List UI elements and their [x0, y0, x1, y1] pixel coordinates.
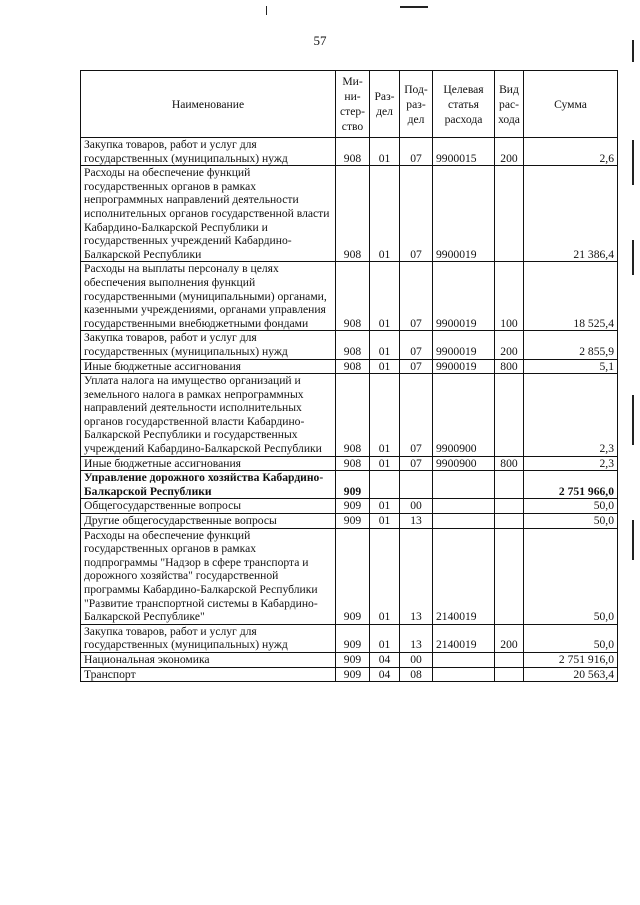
cell-section: 01 [370, 499, 400, 514]
cell-ministry: 909 [336, 514, 370, 529]
cell-ministry: 909 [336, 624, 370, 652]
scan-mark-right-4 [632, 395, 634, 445]
cell-ministry: 909 [336, 471, 370, 499]
cell-target: 2140019 [433, 528, 495, 624]
table-row [81, 359, 618, 374]
cell-ministry: 908 [336, 456, 370, 471]
cell-name: Расходы на обеспечение функций государственных органов в рамках непрограммных направлений деятельности исполнительных органов государственной власти Кабардино-Балкарской Республики и государственных учреждений Кабардино-Балкарской Республики [81, 166, 336, 262]
cell-name: Расходы на выплаты персоналу в целях обеспечения выполнения функций государственными (муниципальными) органами, казенными учреждениями, органами управления государственными внебюджетными фондами [81, 262, 336, 331]
cell-section: 01 [370, 456, 400, 471]
table-row [81, 456, 618, 471]
cell-exp-type [495, 528, 524, 624]
header-subsection-text: Под- раз- дел [404, 82, 428, 126]
cell-exp-type [495, 652, 524, 667]
header-ministry-text: Ми- ни- стер- ство [339, 75, 366, 133]
cell-section: 04 [370, 652, 400, 667]
cell-amount: 2 751 916,0 [524, 652, 618, 667]
header-exp-type [495, 71, 524, 138]
table-header-row [81, 71, 618, 138]
cell-subsection: 08 [400, 667, 433, 682]
cell-exp-type: 200 [495, 331, 524, 359]
cell-ministry: 909 [336, 667, 370, 682]
scan-mark-right-3 [632, 240, 634, 275]
cell-name: Общегосударственные вопросы [81, 499, 336, 514]
cell-amount: 18 525,4 [524, 262, 618, 331]
cell-section: 01 [370, 374, 400, 457]
cell-amount: 20 563,4 [524, 667, 618, 682]
cell-target [433, 499, 495, 514]
cell-name: Иные бюджетные ассигнования [81, 456, 336, 471]
cell-section: 01 [370, 528, 400, 624]
cell-ministry: 909 [336, 528, 370, 624]
cell-section: 01 [370, 166, 400, 262]
cell-exp-type: 800 [495, 456, 524, 471]
cell-target: 9900019 [433, 166, 495, 262]
cell-name: Уплата налога на имущество организаций и земельного налога в рамках непрограммных направлений деятельности исполнительных органов государственной власти Кабардино-Балкарской Республики и государственных учреждений Кабардино-Балкарской Республики [81, 374, 336, 457]
cell-amount: 50,0 [524, 624, 618, 652]
cell-exp-type: 100 [495, 262, 524, 331]
table-row [81, 262, 618, 331]
cell-amount: 21 386,4 [524, 166, 618, 262]
cell-target [433, 471, 495, 499]
cell-subsection: 00 [400, 652, 433, 667]
cell-ministry: 908 [336, 166, 370, 262]
cell-exp-type [495, 667, 524, 682]
cell-amount: 2 751 966,0 [524, 471, 618, 499]
cell-name: Иные бюджетные ассигнования [81, 359, 336, 374]
cell-name: Закупка товаров, работ и услуг для государственных (муниципальных) нужд [81, 624, 336, 652]
cell-amount: 2,3 [524, 456, 618, 471]
cell-amount: 50,0 [524, 528, 618, 624]
table-row [81, 374, 618, 457]
cell-name: Другие общегосударственные вопросы [81, 514, 336, 529]
cell-section: 01 [370, 138, 400, 166]
cell-section: 04 [370, 667, 400, 682]
cell-ministry: 908 [336, 138, 370, 166]
cell-amount: 2,3 [524, 374, 618, 457]
cell-section: 01 [370, 359, 400, 374]
cell-amount: 5,1 [524, 359, 618, 374]
scan-mark-right-5 [632, 520, 634, 560]
cell-exp-type [495, 514, 524, 529]
cell-name: Транспорт [81, 667, 336, 682]
cell-exp-type [495, 166, 524, 262]
header-ministry [336, 71, 370, 138]
table-row [81, 528, 618, 624]
cell-subsection: 07 [400, 374, 433, 457]
cell-ministry: 908 [336, 359, 370, 374]
table-row [81, 166, 618, 262]
cell-section: 01 [370, 514, 400, 529]
cell-name: Закупка товаров, работ и услуг для государственных (муниципальных) нужд [81, 331, 336, 359]
cell-target [433, 652, 495, 667]
table-row [81, 624, 618, 652]
cell-subsection: 13 [400, 624, 433, 652]
cell-name: Управление дорожного хозяйства Кабардино-Балкарской Республики [81, 471, 336, 499]
table-row [81, 331, 618, 359]
budget-table [80, 70, 618, 682]
cell-amount: 2 855,9 [524, 331, 618, 359]
cell-section: 01 [370, 331, 400, 359]
cell-amount: 2,6 [524, 138, 618, 166]
cell-target: 9900019 [433, 331, 495, 359]
page-number: 57 [313, 33, 327, 48]
cell-exp-type: 200 [495, 624, 524, 652]
cell-subsection: 13 [400, 514, 433, 529]
cell-name: Закупка товаров, работ и услуг для государственных (муниципальных) нужд [81, 138, 336, 166]
cell-target: 9900900 [433, 456, 495, 471]
scan-mark-right-2 [632, 140, 634, 185]
header-name: Наименование [81, 71, 336, 138]
cell-name: Расходы на обеспечение функций государственных органов в рамках подпрограммы "Надзор в сфере транспорта и дорожного хозяйства" государственной программы Кабардино-Балкарской Республики "Развитие транспортной системы в Кабардино-Балкарской Республике" [81, 528, 336, 624]
scan-mark-top [266, 6, 267, 15]
cell-subsection: 00 [400, 499, 433, 514]
cell-name: Национальная экономика [81, 652, 336, 667]
cell-section: 01 [370, 624, 400, 652]
cell-exp-type [495, 374, 524, 457]
cell-target: 9900015 [433, 138, 495, 166]
table-row [81, 471, 618, 499]
scan-mark-top-line [400, 6, 428, 8]
cell-subsection: 07 [400, 166, 433, 262]
cell-target: 9900019 [433, 359, 495, 374]
cell-subsection: 07 [400, 331, 433, 359]
header-exp-type-text: Вид рас- хода [498, 82, 520, 126]
cell-subsection: 07 [400, 262, 433, 331]
header-section-text: Раз- дел [374, 90, 395, 118]
cell-subsection [400, 471, 433, 499]
cell-ministry: 908 [336, 262, 370, 331]
cell-target [433, 514, 495, 529]
table-row [81, 667, 618, 682]
cell-exp-type: 200 [495, 138, 524, 166]
cell-amount: 50,0 [524, 499, 618, 514]
cell-exp-type [495, 499, 524, 514]
header-target [433, 71, 495, 138]
cell-target: 2140019 [433, 624, 495, 652]
cell-ministry: 908 [336, 331, 370, 359]
cell-exp-type: 800 [495, 359, 524, 374]
cell-amount: 50,0 [524, 514, 618, 529]
header-target-text: Целевая статья расхода [443, 82, 484, 126]
cell-target: 9900019 [433, 262, 495, 331]
cell-subsection: 07 [400, 456, 433, 471]
cell-exp-type [495, 471, 524, 499]
header-amount: Сумма [524, 71, 618, 138]
table-row [81, 138, 618, 166]
cell-section: 01 [370, 262, 400, 331]
cell-target: 9900900 [433, 374, 495, 457]
cell-subsection: 13 [400, 528, 433, 624]
cell-ministry: 909 [336, 499, 370, 514]
cell-subsection: 07 [400, 138, 433, 166]
cell-ministry: 908 [336, 374, 370, 457]
header-subsection [400, 71, 433, 138]
table-row [81, 499, 618, 514]
cell-subsection: 07 [400, 359, 433, 374]
cell-section [370, 471, 400, 499]
cell-target [433, 667, 495, 682]
header-section [370, 71, 400, 138]
table-row [81, 514, 618, 529]
cell-ministry: 909 [336, 652, 370, 667]
table-row [81, 652, 618, 667]
